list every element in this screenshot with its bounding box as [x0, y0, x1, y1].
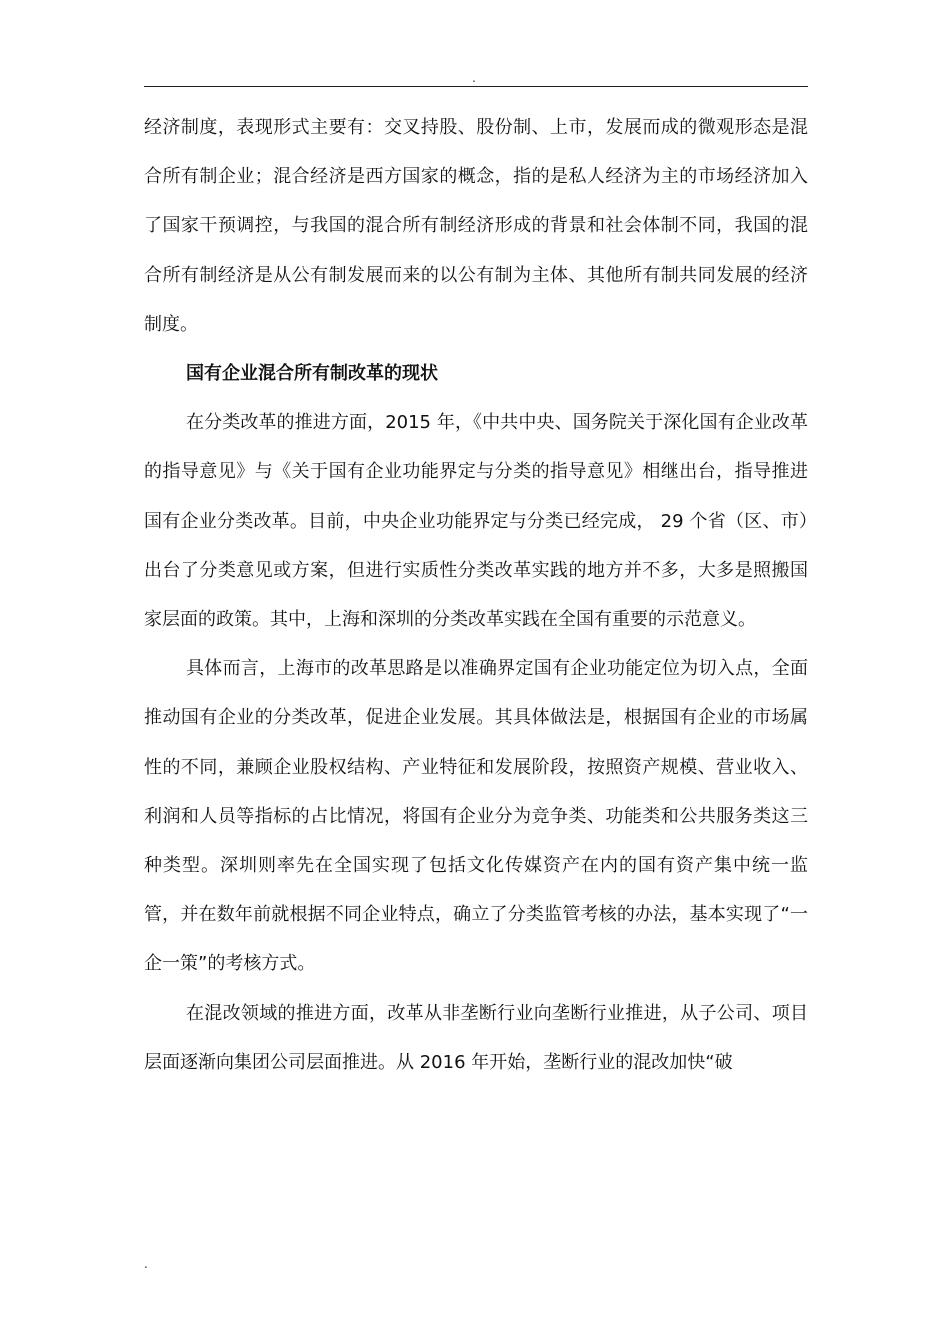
paragraph-mixed-reform-progress: 在混改领域的推进方面，改革从非垄断行业向垄断行业推进，从子公司、项目层面逐渐向集团公司层面推进。从 2016 年开始，垄断行业的混改加快“破	[144, 1002, 808, 1073]
document-body	[144, 103, 808, 1087]
header-mark: .	[472, 71, 476, 85]
paragraph-classification-reform: 在分类改革的推进方面，2015 年，《中共中央、国务院关于深化国有企业改革的指导意见》与《关于国有企业功能界定与分类的指导意见》相继出台，指导推进国有企业分类改革。目前，中央企业功能界定与分类已经完成， 29 个省（区、市）出台了分类意见或方案，但进行实质性分类改革实践的地方并不多，大多是照搬国家层面的政策。其中，上海和深圳的分类改革实践在全国有重要的示范意义。	[144, 412, 808, 631]
paragraph-shanghai-shenzhen: 具体而言，上海市的改革思路是以准确界定国有企业功能定位为切入点，全面推动国有企业的分类改革，促进企业发展。其具体做法是，根据国有企业的市场属性的不同，兼顾企业股权结构、产业特征和发展阶段，按照资产规模、营业收入、利润和人员等指标的占比情况，将国有企业分为竞争类、功能类和公共服务类这三种类型。深圳则率先在全国实现了包括文化传媒资产在内的国有资产集中统一监管，并在数年前就根据不同企业特点，确立了分类监管考核的办法，基本实现了“一企一策”的考核方式。	[144, 658, 808, 975]
section-heading: 国有企业混合所有制改革的现状	[186, 363, 438, 385]
paragraph-continuation: 经济制度，表现形式主要有：交叉持股、股份制、上市，发展而成的微观形态是混合所有制企业；混合经济是西方国家的概念，指的是私人经济为主的市场经济加入了国家干预调控，与我国的混合所有制经济形成的背景和社会体制不同，我国的混合所有制经济是从公有制发展而来的以公有制为主体、其他所有制共同发展的经济制度。	[144, 117, 808, 335]
header-rule	[144, 86, 808, 87]
footer-mark: .	[144, 1257, 148, 1271]
